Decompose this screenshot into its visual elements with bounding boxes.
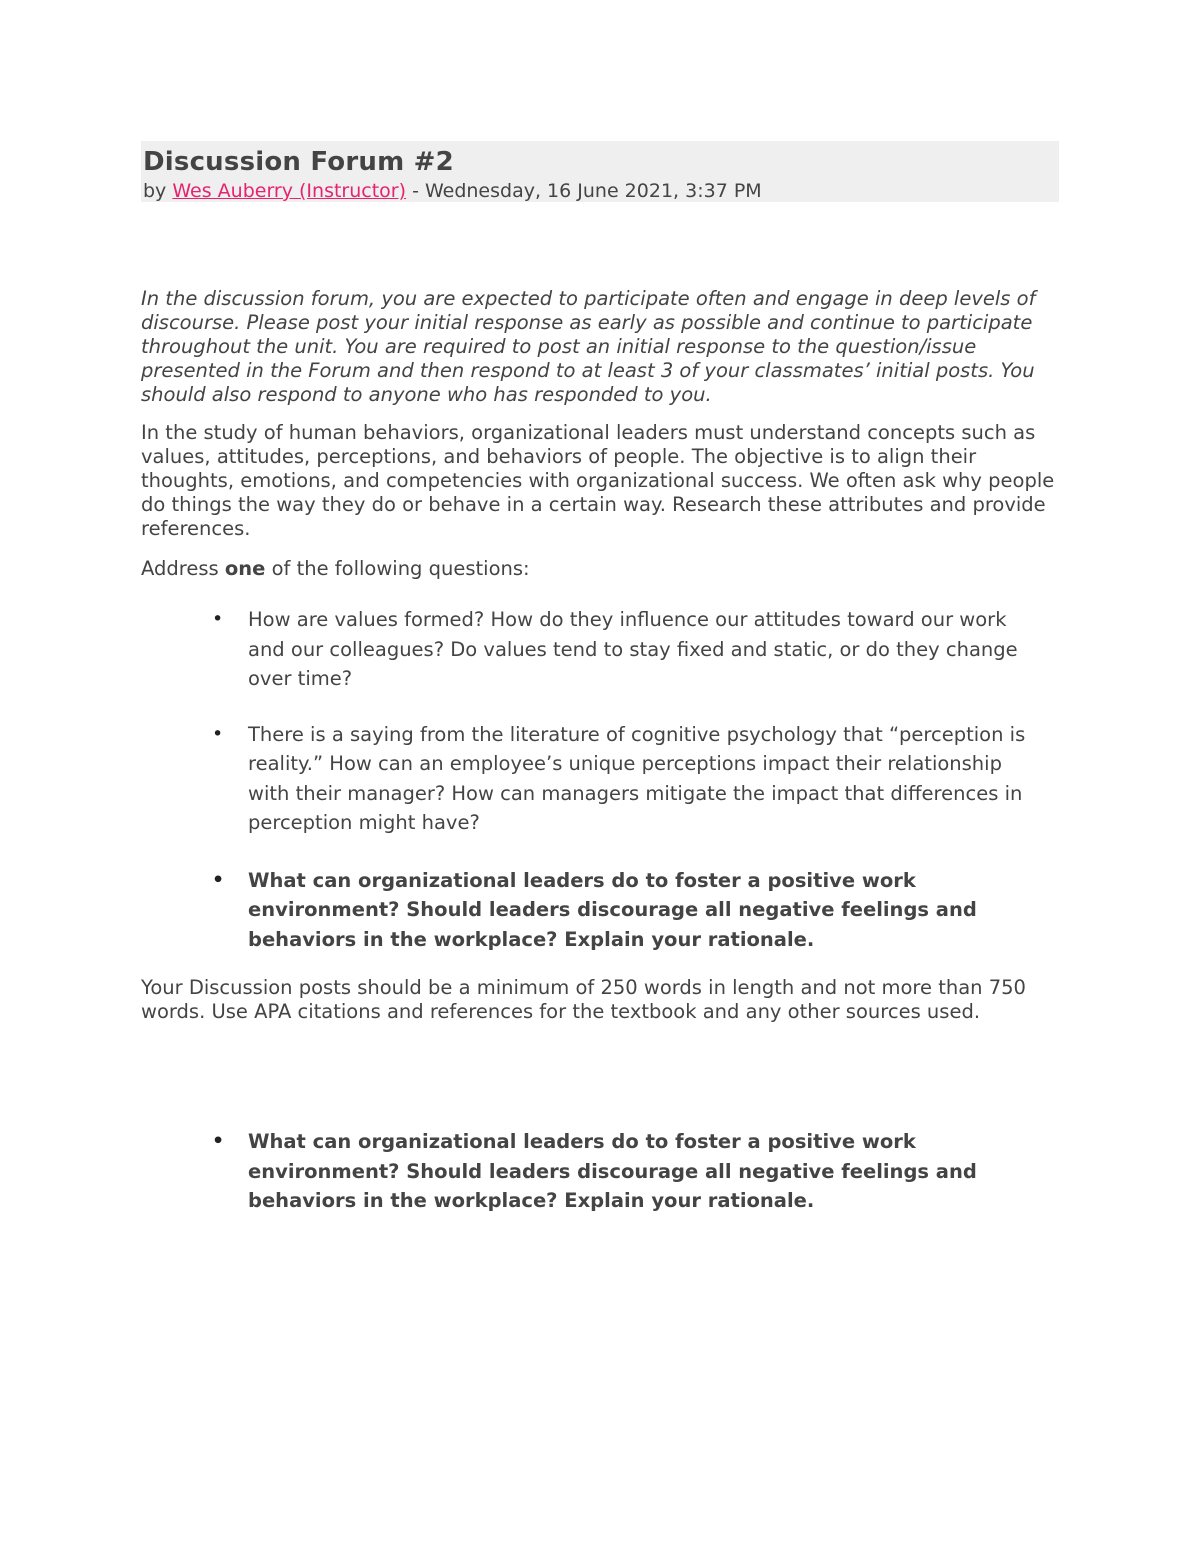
address-emphasis: one: [224, 557, 266, 580]
list-item: [141, 866, 1048, 955]
list-item: [141, 1127, 1048, 1216]
post-title: Discussion Forum #2: [143, 147, 454, 177]
bullet-icon: •: [212, 868, 225, 891]
address-before: Address: [141, 557, 225, 580]
question-list: [141, 605, 1059, 954]
post-header: [141, 141, 1059, 202]
forum-post: [141, 141, 1059, 1216]
address-after: of the following questions:: [265, 557, 530, 580]
post-date: - Wednesday, 16 June 2021, 3:37 PM: [406, 180, 762, 202]
byline-prefix: by: [143, 180, 173, 202]
question-text: What can organizational leaders do to foster a positive work environment? Should leaders discourage all negative feelings and behaviors in the workplace? Explain your rationale.: [248, 868, 977, 951]
bullet-icon: •: [212, 1130, 225, 1152]
author-link[interactable]: Wes Auberry (Instructor): [172, 180, 407, 202]
bullet-icon: •: [212, 722, 224, 745]
post-byline: [143, 179, 1059, 203]
bullet-icon: •: [212, 608, 224, 630]
intro-paragraph: In the discussion forum, you are expected to participate often and engage in deep levels of discourse. Please post your initial response as early as possible and continue to participate throughout the unit. You are required to post an initial response to the question/issue presented in the Forum and then respond to at least 3 of your classmates’ initial posts. You should also respond to anyone who has responded to you.: [141, 287, 1036, 406]
list-item: [141, 720, 1048, 838]
question-text: How are values formed? How do they influence our attitudes toward our work and our colleagues? Do values tend to stay fixed and static, or do they change over time?: [248, 608, 1018, 690]
closing-paragraph: Your Discussion posts should be a minimum of 250 words in length and not more than 750 words. Use APA citations and references for the textbook and any other sources used.: [141, 976, 1026, 1023]
address-instruction: [141, 557, 1059, 581]
body-paragraph: In the study of human behaviors, organizational leaders must understand concepts such as values, attitudes, perceptions, and behaviors of people. The objective is to align their thoughts, emotions, and competencies with organizational success. We often ask why people do things the way they do or behave in a certain way. Research these attributes and provide references.: [141, 421, 1055, 540]
list-item: [141, 605, 1048, 694]
question-text: There is a saying from the literature of cognitive psychology that “perception is reality.” How can an employee’s unique perceptions impact their relationship with their manager? How can managers mitigate the impact that differences in perception might have?: [248, 722, 1026, 834]
question-text: What can organizational leaders do to foster a positive work environment? Should leaders discourage all negative feelings and behaviors in the workplace? Explain your rationale.: [248, 1130, 977, 1212]
repeated-question-list: [141, 1127, 1059, 1216]
